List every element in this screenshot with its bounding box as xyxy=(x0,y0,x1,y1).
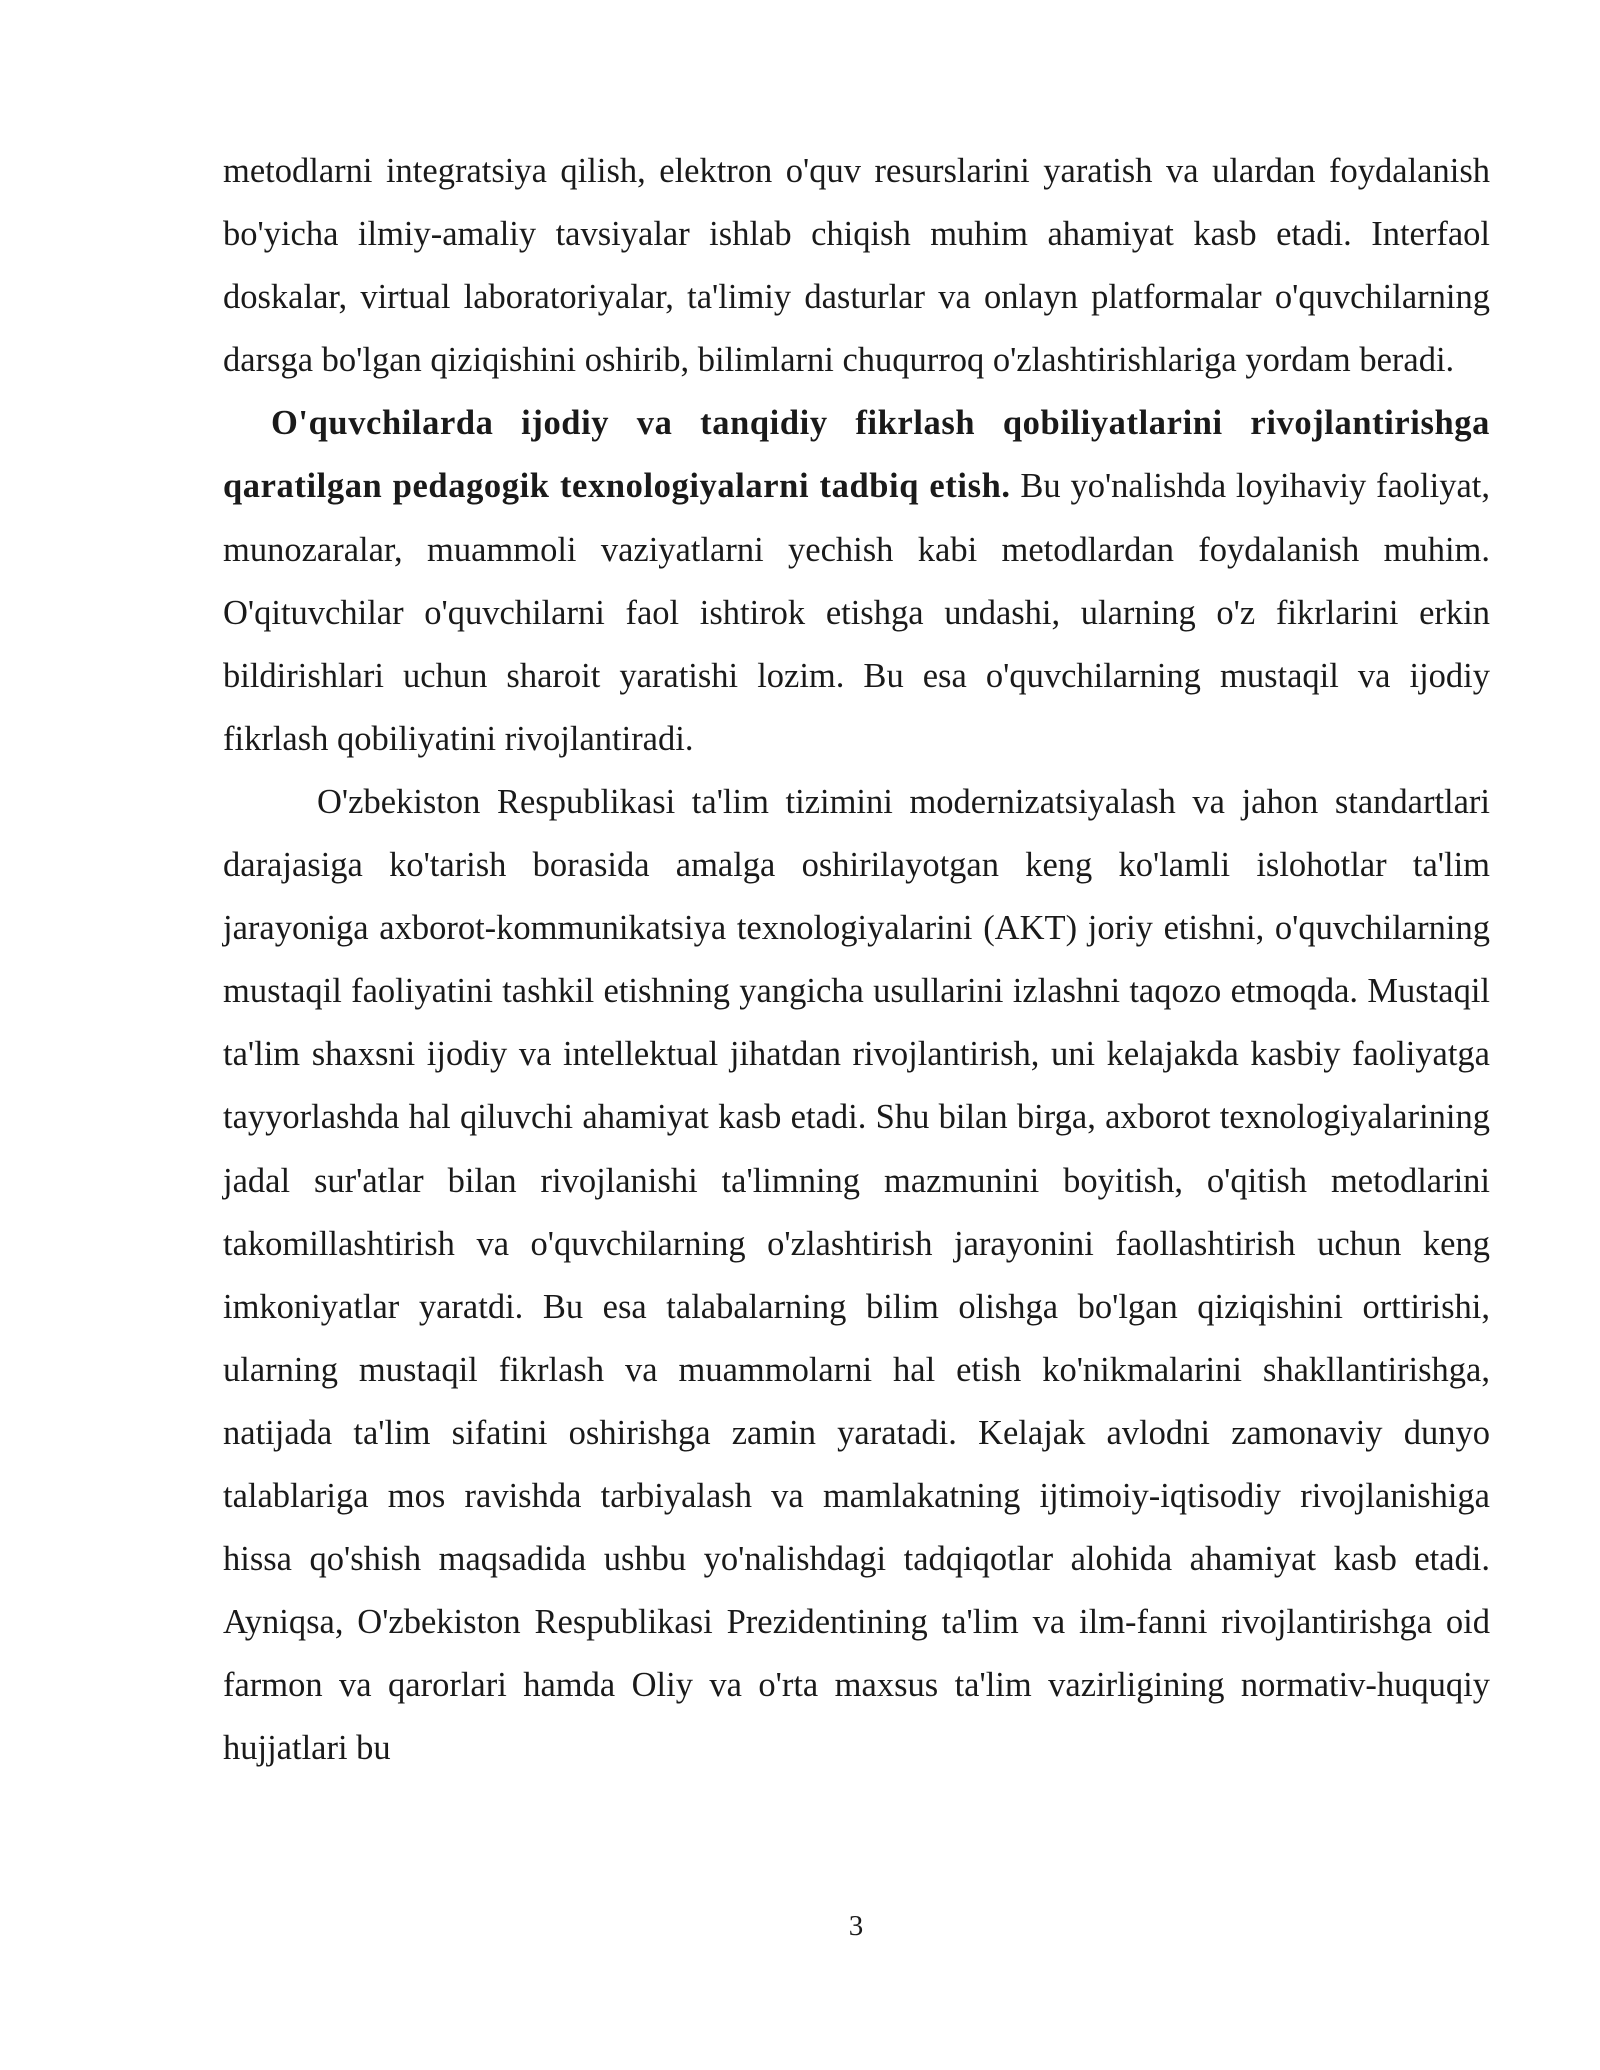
paragraph-2-text: Bu yo'nalishda loyihaviy faoliyat, munozaralar, muammoli vaziyatlarni yechish kabi metodlardan foydalanish muhim. O'qituvchilar o'quvchilarni faol ishtirok etishga undashi, ularning o'z fikrlarini erkin bildirishlari uchun sharoit yaratishi lozim. Bu esa o'quvchilarning mustaqil va ijodiy fikrlash qobiliyatini rivojlantiradi. xyxy=(223,467,1491,758)
paragraph-3 xyxy=(223,771,1490,1781)
paragraph-2-bold-heading: O'quvchilarda ijodiy va tanqidiy fikrlash qobiliyatlarini rivojlantirishga qaratilgan pedagogik texnologiyalarni tadbiq etish. xyxy=(223,404,1490,506)
paragraph-1 xyxy=(223,140,1490,392)
paragraph-2 xyxy=(223,392,1490,771)
paragraph-1-text: metodlarni integratsiya qilish, elektron o'quv resurslarini yaratish va ulardan foydalanish bo'yicha ilmiy-amaliy tavsiyalar ishlab chiqish muhim ahamiyat kasb etadi. Interfaol doskalar, virtual laboratoriyalar, ta'limiy dasturlar va onlayn platformalar o'quvchilarning darsga bo'lgan qiziqishini oshirib, bilimlarni chuqurroq o'zlashtirishlariga yordam beradi. xyxy=(223,152,1490,380)
page-number: 3 xyxy=(848,1910,864,1942)
body-text xyxy=(223,140,1490,1780)
paragraph-3-text: O'zbekiston Respublikasi ta'lim tizimini modernizatsiyalash va jahon standartlari darajasiga ko'tarish borasida amalga oshirilayotgan keng ko'lamli islohotlar ta'lim jarayoniga axborot-kommunikatsiya texnologiyalarini (AKT) joriy etishni, o'quvchilarning mustaqil faoliyatini tashkil etishning yangicha usullarini izlashni taqozo etmoqda. Mustaqil ta'lim shaxsni ijodiy va intellektual jihatdan rivojlantirish, uni kelajakda kasbiy faoliyatga tayyorlashda hal qiluvchi ahamiyat kasb etadi. Shu bilan birga, axborot texnologiyalarining jadal sur'atlar bilan rivojlanishi ta'limning mazmunini boyitish, o'qitish metodlarini takomillashtirish va o'quvchilarning o'zlashtirish jarayonini faollashtirish uchun keng imkoniyatlar yaratdi. Bu esa talabalarning bilim olishga bo'lgan qiziqishini orttirishi, ularning mustaqil fikrlash va muammolarni hal etish ko'nikmalarini shakllantirishga, natijada ta'lim sifatini oshirishga zamin yaratadi. Kelajak avlodni zamonaviy dunyo talablariga mos ravishda tarbiyalash va mamlakatning ijtimoiy-iqtisodiy rivojlanishiga hissa qo'shish maqsadida ushbu yo'nalishdagi tadqiqotlar alohida ahamiyat kasb etadi. Ayniqsa, O'zbekiston Respublikasi Prezidentining ta'lim va ilm-fanni rivojlantirishga oid farmon va qarorlari hamda Oliy va o'rta maxsus ta'lim vazirligining normativ-huquqiy hujjatlari bu xyxy=(223,782,1490,1768)
